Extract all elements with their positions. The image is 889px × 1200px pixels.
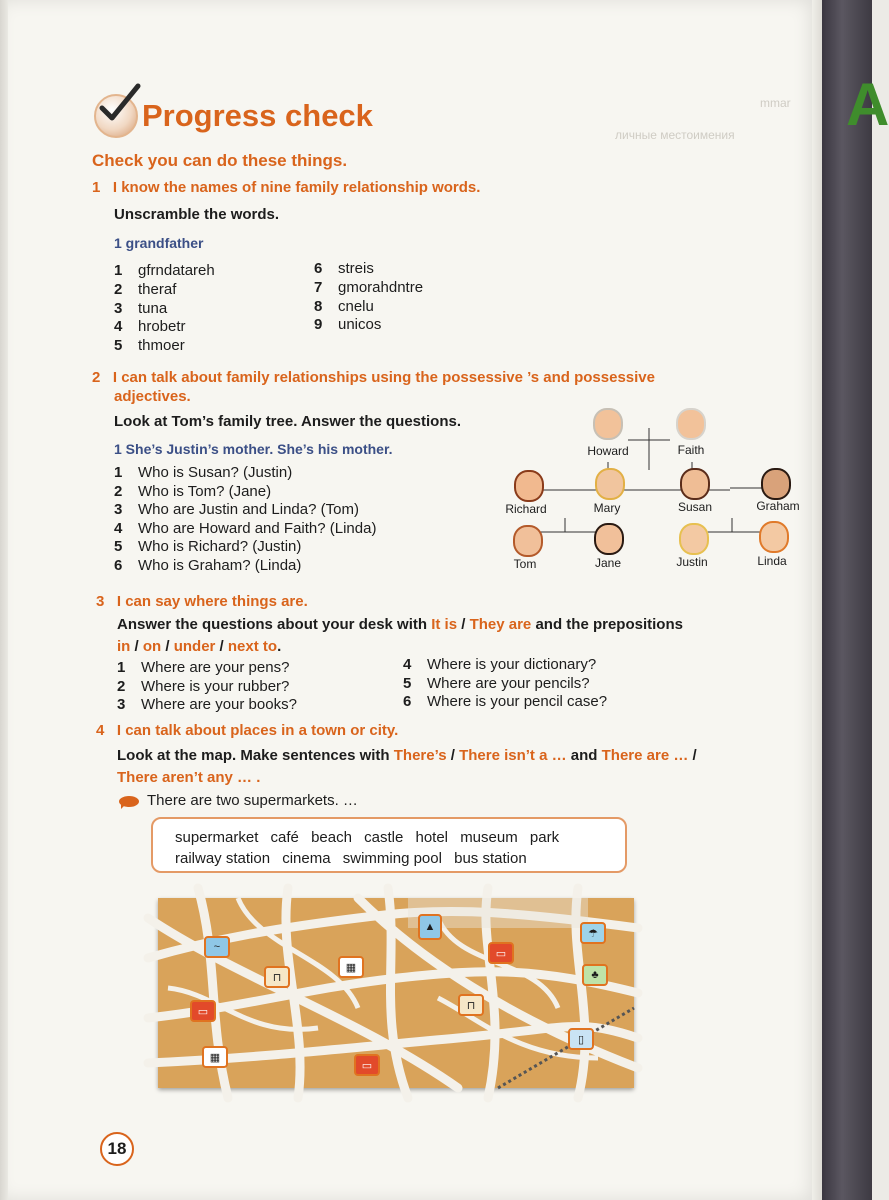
tree-name-graham: Graham [756,499,800,513]
avatar-mary [595,468,625,500]
tree-name-linda: Linda [757,554,787,568]
tree-name-jane: Jane [594,556,622,570]
town-map [158,898,634,1088]
page-number: 18 [100,1132,134,1166]
word: swimming pool [342,850,442,867]
word-box [151,817,627,873]
cinema-icon: ▦ [338,956,364,978]
section-2-instruction: Look at Tom’s family tree. Answer the questions. [114,413,462,430]
avatar-howard [593,408,623,440]
section-number: 1 [92,179,101,196]
section-1-instruction: Unscramble the words. [114,206,280,223]
list-item: 7 gmorahdntre [314,278,424,296]
list-item: 9 unicos [314,316,382,334]
section-4-instruction: Look at the map. Make sentences with There’s / There isn’t a … and There are … / There aren’t any … . [117,747,697,786]
tree-name-faith: Faith [677,443,705,457]
section-number: 4 [96,722,105,739]
page-title: Progress check [142,98,373,133]
word: hotel [415,829,449,846]
list-item: 3 tuna [114,299,168,317]
tree-name-justin: Justin [676,555,708,569]
word: café [270,829,299,846]
tree-name-mary: Mary [593,501,621,515]
list-item: 8 cnelu [314,297,374,315]
avatar-linda [759,521,789,553]
show-through-text: mmar [760,96,791,110]
section-3-instruction: Answer the questions about your desk with It is / They are and the prepositions in / on / under / next to. [117,616,683,655]
list-item: 1 Who is Susan? (Justin) [114,464,293,481]
tree-name-howard: Howard [587,444,629,458]
list-item: 2 Who is Tom? (Jane) [114,482,272,500]
supermarket-icon: ⊓ [458,994,484,1016]
section-4-example: There are two supermarkets. … [119,792,358,809]
word: cinema [282,850,331,867]
section-4-title [96,722,398,739]
list-item: 3 Where are your books? [117,696,297,714]
list-item: 1 gfrndatareh [114,262,215,279]
word: supermarket [175,829,259,846]
speech-bubble-icon [119,796,139,807]
section-1-list-left [114,262,215,356]
section-3-list-right [403,656,607,712]
tree-name-susan: Susan [677,500,713,514]
list-item: 4 hrobetr [114,318,186,336]
section-title-text: adjectives. [114,388,191,405]
word: beach [311,829,352,846]
next-page-letter: A [846,71,889,138]
park-icon: ♣ [582,964,608,986]
family-tree [480,400,810,580]
avatar-susan [680,468,710,500]
word: bus station [454,850,527,867]
list-item: 2 theraf [114,280,177,298]
section-title-text: I can say where things are. [116,593,308,610]
word: castle [364,829,404,846]
list-item: 4 Who are Howard and Faith? (Linda) [114,519,377,537]
word-box-line-1 [175,827,625,848]
town-map-roads [158,898,634,1088]
list-item: 2 Where is your rubber? [117,677,290,695]
castle-icon: ▲ [418,914,442,940]
cinema-icon: ▦ [202,1046,228,1068]
section-number: 3 [96,593,105,610]
bus-icon: ▭ [190,1000,216,1022]
list-item: 5 Where are your pencils? [403,674,590,692]
section-1-example: 1 grandfather [114,235,204,251]
word-box-line-2 [175,848,625,869]
avatar-graham [761,468,791,500]
list-item: 6 Where is your pencil case? [403,693,608,711]
section-title-text: I can talk about places in a town or city. [116,722,399,739]
section-number: 2 [92,369,101,386]
list-item: 5 Who is Richard? (Justin) [114,538,302,556]
bus-icon: ▭ [488,942,514,964]
avatar-richard [514,470,544,502]
list-item: 3 Who are Justin and Linda? (Tom) [114,501,359,519]
tree-name-richard: Richard [505,502,547,516]
avatar-tom [513,525,543,557]
list-item: 6 Who is Graham? (Linda) [114,556,302,574]
bus-icon: ▭ [354,1054,380,1076]
avatar-justin [679,523,709,555]
check-icon [94,82,144,128]
avatar-jane [594,523,624,555]
beach-icon: ☂ [580,922,606,944]
section-3-title [96,593,308,610]
supermarket-icon: ⊓ [264,966,290,988]
word: museum [460,829,518,846]
swimming-pool-icon: ~ [204,936,230,958]
section-2-example: 1 She’s Justin’s mother. She’s his mother. [114,441,393,457]
show-through-text: личные местоимения [615,128,735,142]
list-item: 1 Where are your pens? [117,659,290,676]
list-item: 4 Where is your dictionary? [403,656,597,673]
check-icon-circle [94,94,138,138]
word: park [529,829,560,846]
check-heading: Check you can do these things. [92,151,348,170]
list-item: 6 streis [314,260,374,277]
list-item: 5 thmoer [114,337,185,355]
section-title-text: I know the names of nine family relationship words. [112,179,481,196]
section-1-title [92,179,480,196]
avatar-faith [676,408,706,440]
section-1-list-right [314,260,423,335]
word: railway station [175,850,271,867]
section-3-list-left [117,659,297,715]
section-title-text: I can talk about family relationships using the possessive ’s and possessive [112,369,655,386]
railway-station-icon: ▯ [568,1028,594,1050]
book-cover-edge [822,0,872,1200]
tree-name-tom: Tom [513,557,537,571]
section-2-list [114,464,376,576]
